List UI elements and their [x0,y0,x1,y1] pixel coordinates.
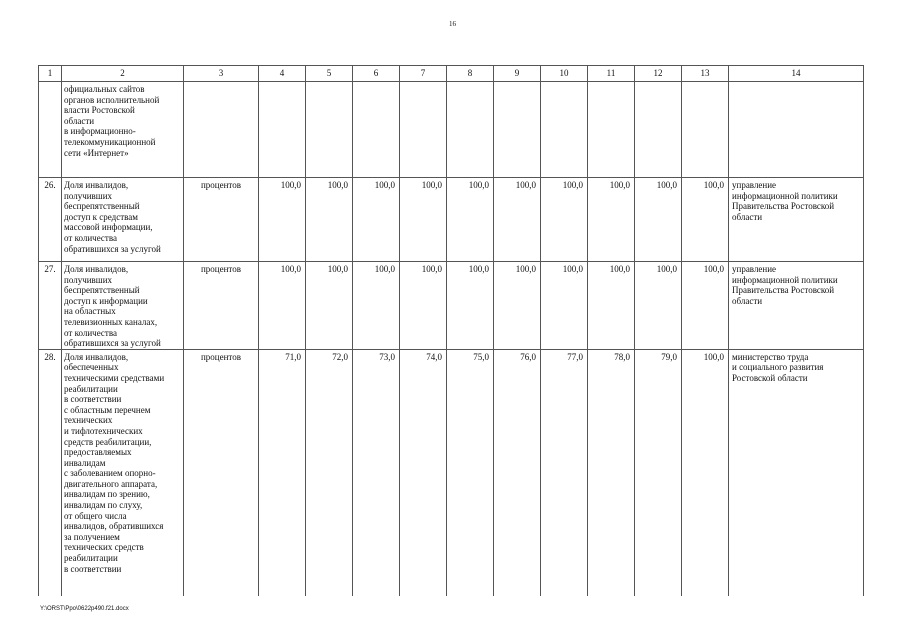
row-number: 27. [39,262,62,350]
indicator-description: Доля инвалидов, получивших беспрепятственный доступ к средствам массовой информации, от количества обратившихся за услугой [62,178,184,262]
row-number: 28. [39,349,62,596]
responsible-cell [729,82,864,178]
column-header: 14 [729,66,864,82]
table-header-row [39,66,864,82]
value-cell: 100,0 [400,262,447,350]
value-cell [447,82,494,178]
value-cell: 78,0 [588,349,635,596]
value-cell: 100,0 [682,349,729,596]
value-cell: 100,0 [541,178,588,262]
table-row [39,178,864,262]
column-header: 10 [541,66,588,82]
value-cell [588,82,635,178]
unit-cell [184,82,259,178]
column-header: 13 [682,66,729,82]
value-cell [494,82,541,178]
value-cell: 100,0 [541,262,588,350]
indicator-description: Доля инвалидов, получивших беспрепятственный доступ к информации на областных телевизионных каналах, от количества обратившихся за услугой [62,262,184,350]
indicator-description: официальных сайтов органов исполнительной власти Ростовской области в информационно- телекоммуникационной сети «Интернет» [62,82,184,178]
responsible-cell: управление информационной политики Правительства Ростовской области [729,262,864,350]
value-cell: 100,0 [682,262,729,350]
value-cell [306,82,353,178]
value-cell [353,82,400,178]
value-cell: 71,0 [259,349,306,596]
value-cell: 100,0 [588,262,635,350]
column-header: 4 [259,66,306,82]
column-header: 3 [184,66,259,82]
value-cell: 74,0 [400,349,447,596]
value-cell: 100,0 [447,178,494,262]
value-cell: 100,0 [635,262,682,350]
column-header: 7 [400,66,447,82]
column-header: 6 [353,66,400,82]
column-header: 11 [588,66,635,82]
column-header: 9 [494,66,541,82]
value-cell: 100,0 [306,262,353,350]
unit-cell: процентов [184,178,259,262]
value-cell: 77,0 [541,349,588,596]
row-number [39,82,62,178]
value-cell [259,82,306,178]
value-cell: 100,0 [494,262,541,350]
table-row [39,82,864,178]
value-cell: 100,0 [682,178,729,262]
value-cell: 100,0 [400,178,447,262]
value-cell [682,82,729,178]
value-cell: 79,0 [635,349,682,596]
responsible-cell: министерство труда и социального развития Ростовской области [729,349,864,596]
value-cell: 100,0 [635,178,682,262]
value-cell: 100,0 [353,178,400,262]
value-cell: 76,0 [494,349,541,596]
value-cell: 100,0 [353,262,400,350]
value-cell: 100,0 [259,262,306,350]
value-cell [541,82,588,178]
responsible-cell: управление информационной политики Правительства Ростовской области [729,178,864,262]
indicators-table [38,65,864,596]
table-row [39,262,864,350]
file-path-footer: Y:\ORST\Ppo\0622p490.f21.docx [40,606,129,612]
page-number: 16 [449,20,456,28]
column-header: 2 [62,66,184,82]
column-header: 12 [635,66,682,82]
value-cell: 72,0 [306,349,353,596]
value-cell: 73,0 [353,349,400,596]
unit-cell: процентов [184,349,259,596]
column-header: 5 [306,66,353,82]
value-cell: 75,0 [447,349,494,596]
value-cell: 100,0 [588,178,635,262]
value-cell [635,82,682,178]
value-cell: 100,0 [447,262,494,350]
value-cell [400,82,447,178]
indicator-description: Доля инвалидов, обеспеченных техническими средствами реабилитации в соответствии с областным перечнем технических и тифлотехнических средств реабилитации, предоставляемых инвалидам с заболеванием опорно- двигательного аппарата, инвалидам по зрению, инвалидам по слуху, от общего числа инвалидов, обратившихся за получением технических средств реабилитации в соответствии [62,349,184,596]
column-header: 8 [447,66,494,82]
value-cell: 100,0 [306,178,353,262]
value-cell: 100,0 [494,178,541,262]
table-row [39,349,864,596]
row-number: 26. [39,178,62,262]
unit-cell: процентов [184,262,259,350]
value-cell: 100,0 [259,178,306,262]
column-header: 1 [39,66,62,82]
